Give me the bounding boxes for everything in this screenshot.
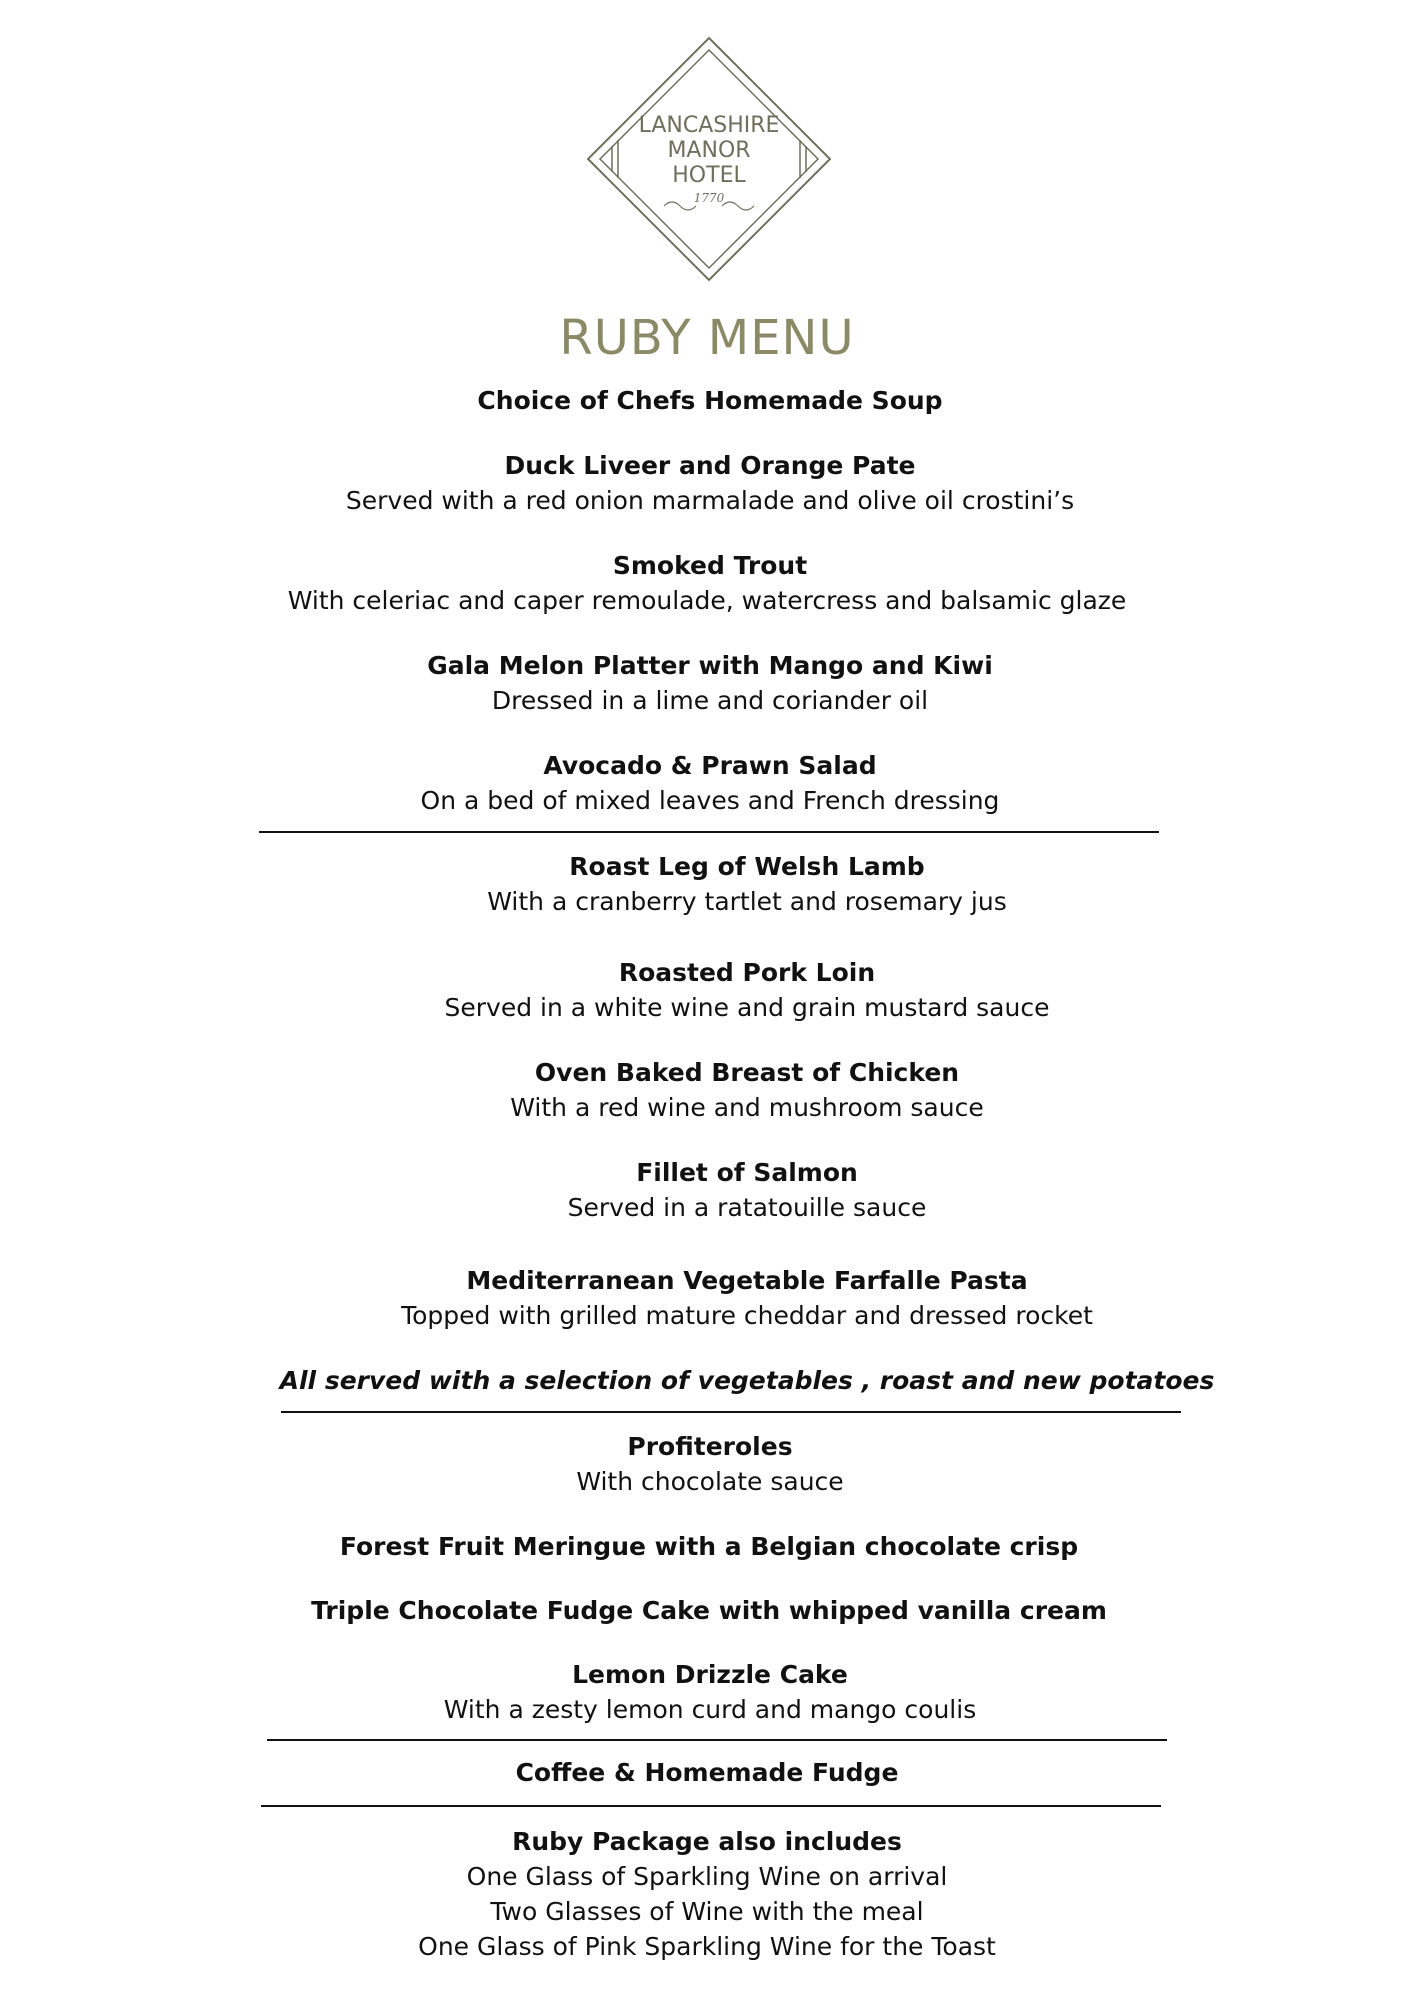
- starter-2-desc: With celeriac and caper remoulade, watercress and balsamic glaze: [287, 586, 1127, 615]
- mains-note: All served with a selection of vegetables , roast and new potatoes: [279, 1366, 1215, 1395]
- logo-line-1: LANCASHIRE: [638, 112, 780, 138]
- main-2-name: Roasted Pork Loin: [618, 958, 876, 987]
- divider-coffee: [261, 1805, 1161, 1807]
- starter-3-name: Gala Melon Platter with Mango and Kiwi: [427, 651, 993, 680]
- starter-1-desc: Served with a red onion marmalade and olive oil crostini’s: [345, 486, 1075, 515]
- main-3-name: Oven Baked Breast of Chicken: [534, 1058, 960, 1087]
- main-4-desc: Served in a ratatouille sauce: [567, 1193, 927, 1222]
- starter-soup: Choice of Chefs Homemade Soup: [477, 386, 943, 415]
- main-4-name: Fillet of Salmon: [636, 1158, 858, 1187]
- logo-line-2: MANOR: [667, 137, 751, 163]
- dessert-4-name: Lemon Drizzle Cake: [572, 1660, 848, 1689]
- package-line-3: One Glass of Pink Sparkling Wine for the Toast: [418, 1932, 996, 1961]
- logo-text: [586, 36, 832, 282]
- package-heading: Ruby Package also includes: [512, 1827, 902, 1856]
- divider-mains: [281, 1411, 1181, 1413]
- starter-2-name: Smoked Trout: [612, 551, 808, 580]
- logo-year: 1770: [693, 190, 725, 205]
- main-2-desc: Served in a white wine and grain mustard sauce: [444, 993, 1050, 1022]
- logo-line-3: HOTEL: [672, 162, 746, 188]
- starter-1-name: Duck Liveer and Orange Pate: [504, 451, 916, 480]
- dessert-2-name: Forest Fruit Meringue with a Belgian chocolate crisp: [339, 1532, 1079, 1561]
- divider-desserts: [267, 1739, 1167, 1741]
- divider-starters: [259, 831, 1159, 833]
- coffee-item: Coffee & Homemade Fudge: [515, 1758, 899, 1787]
- dessert-1-desc: With chocolate sauce: [576, 1467, 844, 1496]
- starter-4-name: Avocado & Prawn Salad: [543, 751, 877, 780]
- package-line-2: Two Glasses of Wine with the meal: [490, 1897, 924, 1926]
- package-line-1: One Glass of Sparkling Wine on arrival: [466, 1862, 948, 1891]
- hotel-logo: [586, 36, 832, 282]
- main-3-desc: With a red wine and mushroom sauce: [510, 1093, 984, 1122]
- main-5-desc: Topped with grilled mature cheddar and dressed rocket: [401, 1301, 1093, 1330]
- dessert-4-desc: With a zesty lemon curd and mango coulis: [443, 1695, 977, 1724]
- dessert-3-name: Triple Chocolate Fudge Cake with whipped vanilla cream: [311, 1596, 1107, 1625]
- main-1-name: Roast Leg of Welsh Lamb: [569, 852, 925, 881]
- menu-title: RUBY MENU: [559, 310, 855, 366]
- main-5-name: Mediterranean Vegetable Farfalle Pasta: [466, 1266, 1028, 1295]
- starter-3-desc: Dressed in a lime and coriander oil: [491, 686, 929, 715]
- dessert-1-name: Profiteroles: [627, 1432, 793, 1461]
- starter-4-desc: On a bed of mixed leaves and French dressing: [420, 786, 1000, 815]
- main-1-desc: With a cranberry tartlet and rosemary jus: [487, 887, 1007, 916]
